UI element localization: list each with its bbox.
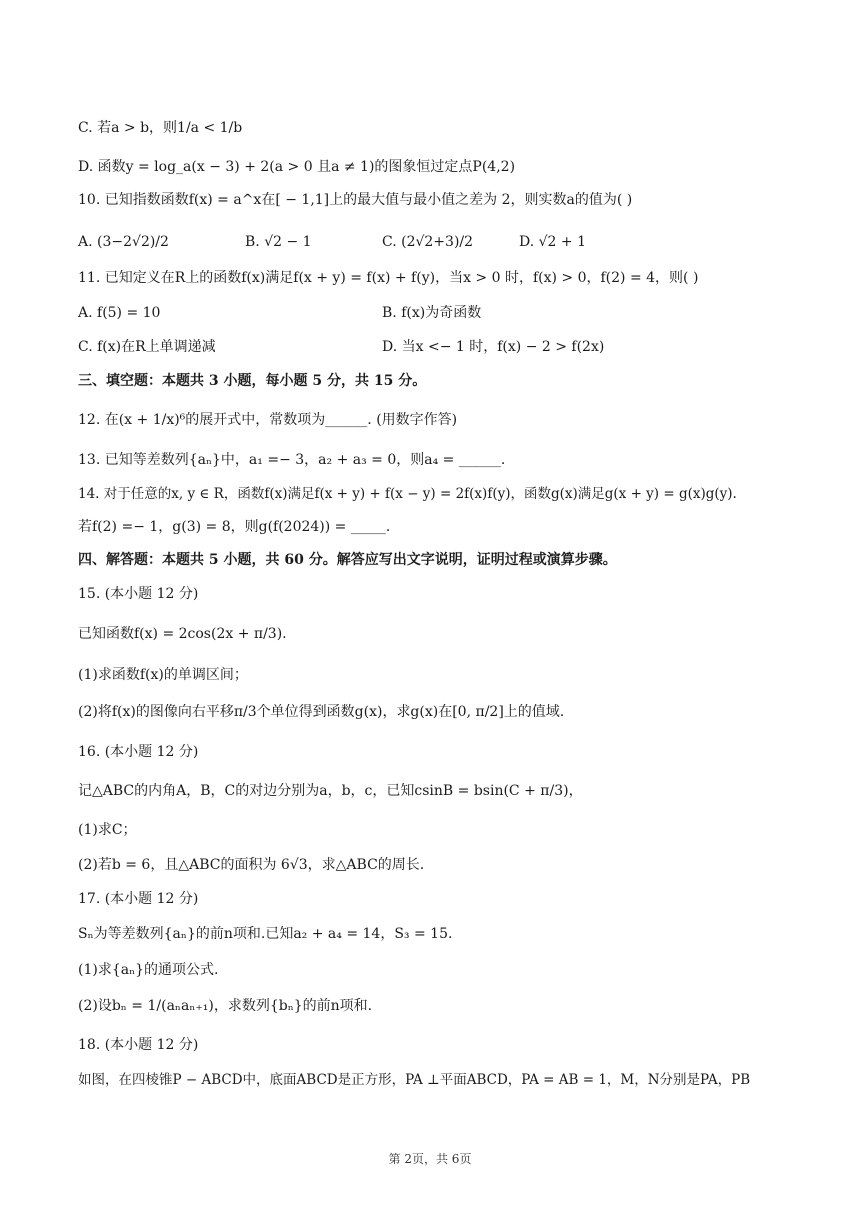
q15-heading: 15. (本小题 12 分) — [78, 586, 199, 602]
q11-option-c: C. f(x)在R上单调递减 — [78, 339, 216, 355]
q10-option-a: A. (3−2√2)/2 — [78, 234, 169, 250]
q17-heading: 17. (本小题 12 分) — [78, 891, 199, 907]
q16-part-1: (1)求C； — [78, 822, 137, 838]
q15-part-1: (1)求函数f(x)的单调区间； — [78, 667, 248, 683]
q10-stem: 10. 已知指数函数f(x) = a^x在[ − 1,1]上的最大值与最小值之差为 2，则实数a的值为( ) — [78, 192, 633, 208]
q14-line-2: 若f(2) =− 1，g(3) = 8，则g(f(2024)) = _____. — [78, 519, 391, 535]
q11-stem: 11. 已知定义在R上的函数f(x)满足f(x + y) = f(x) + f(y)，当x > 0 时，f(x) > 0，f(2) = 4，则( ) — [78, 270, 699, 286]
q17-stem: Sₙ为等差数列{aₙ}的前n项和.已知a₂ + a₄ = 14，S₃ = 15. — [78, 926, 453, 942]
q9-option-c: C. 若a > b，则1/a < 1/b — [78, 120, 243, 136]
q15-stem: 已知函数f(x) = 2cos(2x + π/3). — [78, 626, 287, 642]
q16-stem: 记△ABC的内角A，B，C的对边分别为a，b，c，已知csinB = bsin(C + π/3)， — [78, 783, 583, 799]
q9-option-d: D. 函数y = log_a(x − 3) + 2(a > 0 且a ≠ 1)的图象恒过定点P(4,2) — [78, 159, 516, 175]
section-heading-fill-in: 三、填空题：本题共 3 小题，每小题 5 分，共 15 分。 — [78, 373, 427, 389]
q17-part-2: (2)设bₙ = 1/(aₙaₙ₊₁)，求数列{bₙ}的前n项和. — [78, 998, 373, 1014]
page-footer: 第 2页，共 6页 — [388, 1152, 472, 1166]
q18-heading: 18. (本小题 12 分) — [78, 1037, 199, 1053]
q18-stem: 如图，在四棱锥P − ABCD中，底面ABCD是正方形，PA ⊥平面ABCD，PA = AB = 1，M，N分别是PA，PB — [78, 1072, 751, 1088]
q16-heading: 16. (本小题 12 分) — [78, 744, 199, 760]
q11-option-d: D. 当x <− 1 时，f(x) − 2 > f(2x) — [382, 339, 605, 355]
q10-option-b: B. √2 − 1 — [245, 234, 312, 250]
q17-part-1: (1)求{aₙ}的通项公式. — [78, 962, 219, 978]
q13: 13. 已知等差数列{aₙ}中，a₁ =− 3，a₂ + a₃ = 0，则a₄ = ______. — [78, 452, 506, 468]
q15-part-2: (2)将f(x)的图像向右平移π/3个单位得到函数g(x)，求g(x)在[0, π/2]上的值域. — [78, 704, 565, 720]
q14-line-1: 14. 对于任意的x, y ∈ R，函数f(x)满足f(x + y) + f(x − y) = 2f(x)f(y)，函数g(x)满足g(x + y) = g(x)g(y). — [78, 486, 737, 502]
q10-option-c: C. (2√2+3)/2 — [382, 234, 474, 250]
q11-option-b: B. f(x)为奇函数 — [382, 305, 482, 321]
q10-option-d: D. √2 + 1 — [519, 234, 586, 250]
q11-option-a: A. f(5) = 10 — [78, 305, 161, 321]
q12: 12. 在(x + 1/x)⁶的展开式中，常数项为______. (用数字作答) — [78, 412, 458, 428]
section-heading-solutions: 四、解答题：本题共 5 小题，共 60 分。解答应写出文字说明，证明过程或演算步骤。 — [78, 552, 617, 568]
q16-part-2: (2)若b = 6，且△ABC的面积为 6√3，求△ABC的周长. — [78, 857, 425, 873]
